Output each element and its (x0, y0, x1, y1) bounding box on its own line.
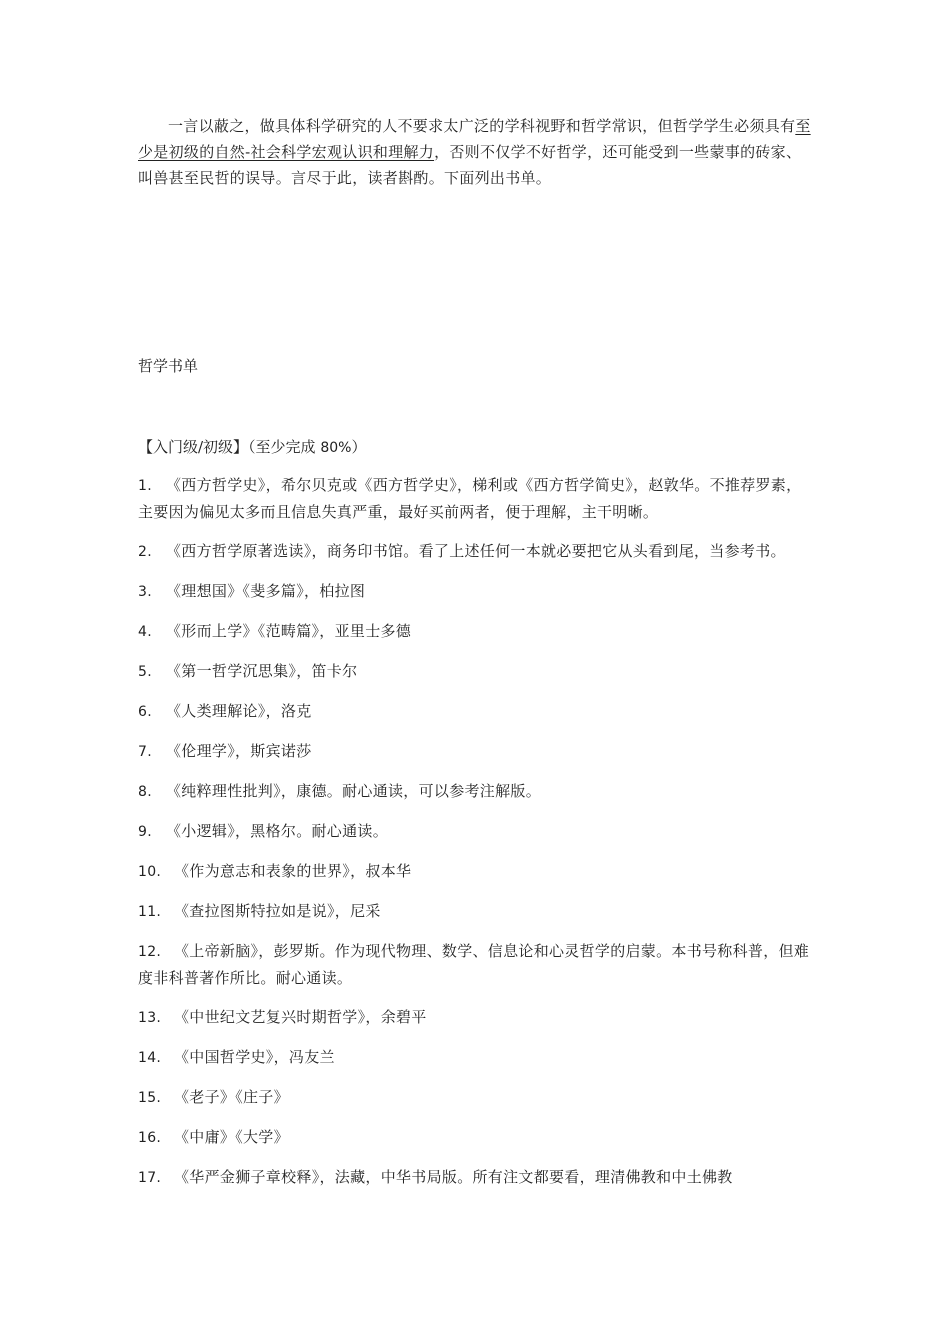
item-number: 9. (138, 824, 152, 840)
item-text: 《人类理解论》，洛克 (166, 702, 312, 720)
item-number: 16. (138, 1130, 162, 1146)
item-number: 8. (138, 784, 152, 800)
item-text: 《纯粹理性批判》，康德。耐心通读，可以参考注解版。 (166, 782, 542, 800)
list-item (138, 1164, 814, 1191)
item-text: 《小逻辑》，黑格尔。耐心通读。 (166, 822, 389, 840)
section-title: 哲学书单 (138, 357, 199, 375)
list-item (138, 1004, 814, 1031)
intro-paragraph (138, 113, 814, 191)
list-item (138, 698, 814, 725)
level-percent: 80% (320, 440, 352, 456)
item-text: 《西方哲学史》，希尔贝克或《西方哲学史》，梯利或《西方哲学简史》，赵敦华。不推荐罗素，主要因为偏见太多而且信息失真严重，最好买前两者，便于理解，主干明晰。 (138, 476, 802, 521)
list-item (138, 898, 814, 925)
item-number: 3. (138, 584, 152, 600)
list-item (138, 578, 814, 605)
list-item (138, 938, 814, 991)
item-number: 4. (138, 624, 152, 640)
item-text: 《西方哲学原著选读》，商务印书馆。看了上述任何一本就必要把它从头看到尾，当参考书。 (166, 542, 786, 560)
list-item (138, 1084, 814, 1111)
item-number: 5. (138, 664, 152, 680)
item-number: 13. (138, 1010, 162, 1026)
item-text: 《第一哲学沉思集》，笛卡尔 (166, 662, 358, 680)
item-text: 《上帝新脑》，彭罗斯。作为现代物理、数学、信息论和心灵哲学的启蒙。本书号称科普，但难度非科普著作所比。耐心通读。 (138, 942, 810, 987)
list-item (138, 472, 814, 525)
item-text: 《理想国》《斐多篇》，柏拉图 (166, 582, 366, 600)
item-number: 10. (138, 864, 162, 880)
item-text: 《老子》《庄子》 (174, 1088, 289, 1106)
list-item (138, 818, 814, 845)
level-label: 【入门级/初级】（至少完成 (138, 438, 316, 456)
item-text: 《形而上学》《范畴篇》，亚里士多德 (166, 622, 412, 640)
item-number: 11. (138, 904, 162, 920)
item-number: 12. (138, 944, 162, 960)
book-list (138, 472, 814, 1204)
level-heading (138, 435, 366, 460)
list-item (138, 538, 814, 565)
item-text: 《中庸》《大学》 (174, 1128, 289, 1146)
item-number: 17. (138, 1170, 162, 1186)
item-number: 7. (138, 744, 152, 760)
item-text: 《伦理学》，斯宾诺莎 (166, 742, 312, 760)
list-item (138, 618, 814, 645)
intro-text-part1: 一言以蔽之，做具体科学研究的人不要求太广泛的学科视野和哲学常识，但哲学学生必须具有 (168, 117, 796, 135)
item-number: 1. (138, 478, 152, 494)
item-text: 《中国哲学史》，冯友兰 (174, 1048, 335, 1066)
item-text: 《查拉图斯特拉如是说》，尼采 (174, 902, 381, 920)
list-item (138, 858, 814, 885)
item-number: 14. (138, 1050, 162, 1066)
item-text: 《作为意志和表象的世界》，叔本华 (174, 862, 412, 880)
item-number: 6. (138, 704, 152, 720)
item-text: 《华严金狮子章校释》，法藏，中华书局版。所有注文都要看，理清佛教和中土佛教 (174, 1168, 733, 1186)
level-close: ） (351, 438, 367, 456)
list-item (138, 778, 814, 805)
intro-underlined-text: 至少是初级的自然-社会科学宏观认识和理解力 (138, 117, 811, 161)
item-number: 2. (138, 544, 152, 560)
intro-text-part2: ，否则不仅学不好哲学，还可能受到一些蒙事的砖家、叫兽甚至民哲的误导。言尽于此，读者斟酌。下面列出书单。 (138, 143, 802, 187)
item-number: 15. (138, 1090, 162, 1106)
list-item (138, 1044, 814, 1071)
item-text: 《中世纪文艺复兴时期哲学》，余碧平 (174, 1008, 427, 1026)
list-item (138, 738, 814, 765)
list-item (138, 1124, 814, 1151)
list-item (138, 658, 814, 685)
